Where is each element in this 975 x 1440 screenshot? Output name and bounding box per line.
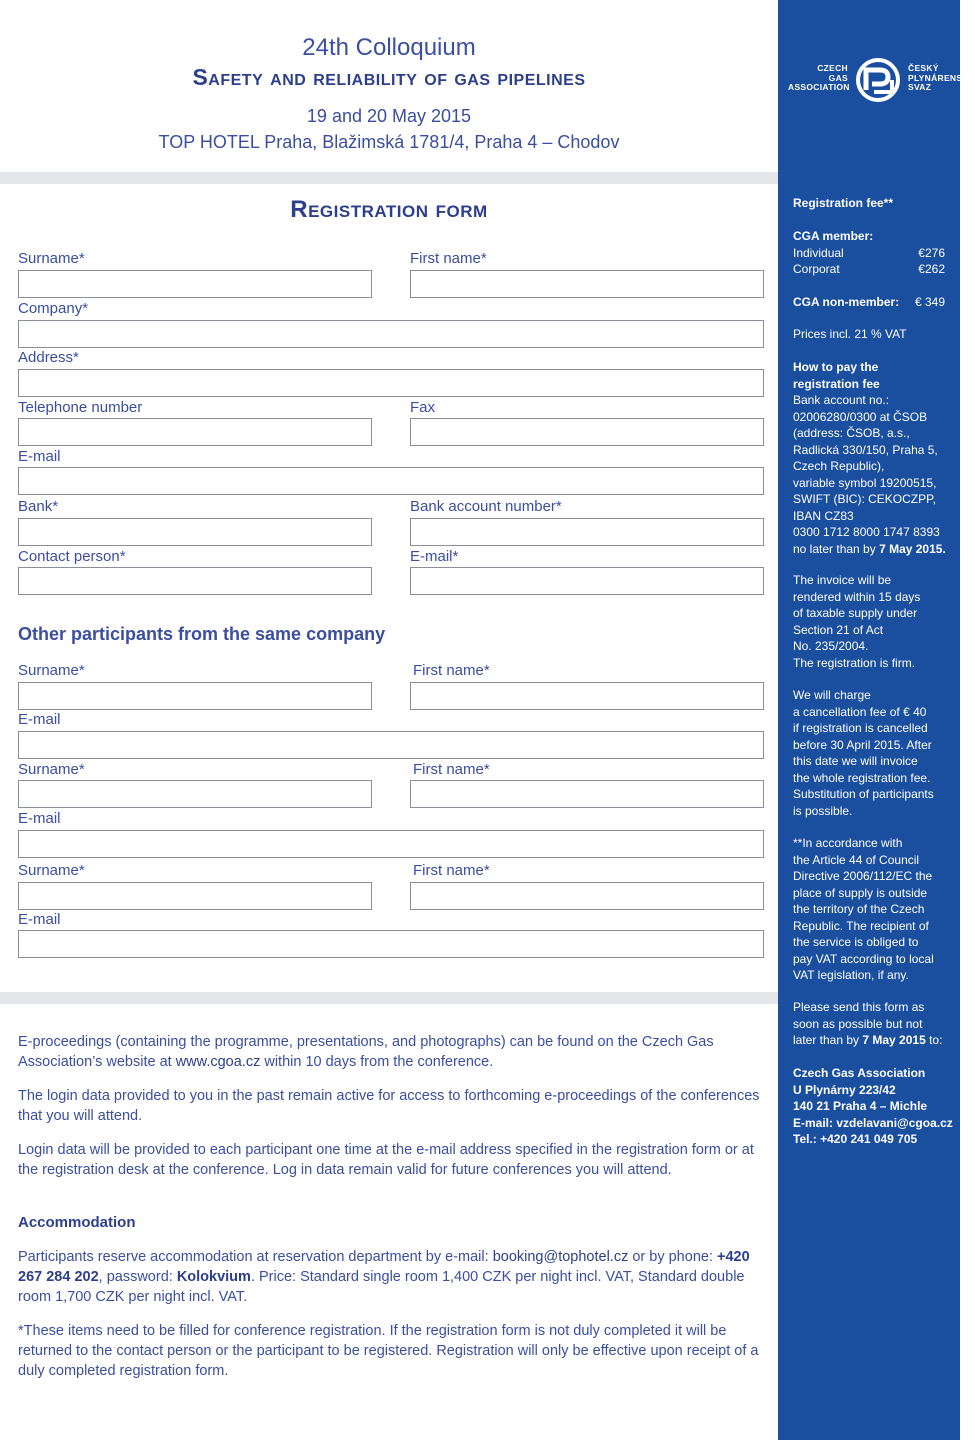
eproceedings-text-end: within 10 days from the conference. bbox=[260, 1054, 494, 1070]
telephone-input[interactable] bbox=[18, 418, 372, 446]
accommodation-paragraph bbox=[18, 1247, 768, 1307]
contact-line: 140 21 Praha 4 – Michle bbox=[793, 1099, 928, 1113]
header bbox=[0, 0, 778, 172]
company-label: Company* bbox=[18, 300, 89, 317]
participant-surname-label: Surname* bbox=[18, 662, 85, 679]
contact-line: Czech Gas Association bbox=[793, 1066, 926, 1080]
participant-surname-input[interactable] bbox=[18, 682, 372, 710]
vat-line: Directive 2006/112/EC the bbox=[793, 869, 933, 883]
non-member-amount: € 349 bbox=[914, 295, 945, 309]
accommodation-heading: Accommodation bbox=[18, 1214, 136, 1231]
payment-line: 0300 1712 8000 1747 8393 bbox=[793, 525, 940, 539]
fax-input[interactable] bbox=[410, 418, 764, 446]
payment-line: variable symbol 19200515, bbox=[793, 475, 937, 490]
payment-line: SWIFT (BIC): CEKOCZPP, bbox=[793, 492, 936, 506]
contact-email[interactable]: E-mail: vzdelavani@cgoa.cz bbox=[793, 1115, 953, 1130]
participant-surname-input[interactable] bbox=[18, 780, 372, 808]
booking-password: Kolokvium bbox=[176, 1269, 251, 1285]
colloquium-number: 24th Colloquium bbox=[302, 34, 476, 61]
cancellation-line: We will charge bbox=[793, 688, 871, 702]
participant-email-label: E-mail bbox=[18, 711, 61, 728]
cancellation-line: if registration is cancelled bbox=[793, 721, 928, 735]
vat-line: place of supply is outside bbox=[793, 885, 928, 900]
contact-address bbox=[793, 1065, 959, 1148]
first-name-label: First name* bbox=[410, 250, 487, 267]
deadline-suffix: . bbox=[942, 541, 946, 556]
address-label: Address* bbox=[18, 349, 79, 366]
individual-label: Individual bbox=[793, 245, 844, 260]
fee-heading: Registration fee** bbox=[793, 196, 894, 210]
acc-text: or by phone: bbox=[628, 1249, 717, 1265]
fax-label: Fax bbox=[410, 399, 436, 416]
booking-phone: +420 267 284 202 bbox=[18, 1249, 750, 1285]
participant-email-label: E-mail bbox=[18, 911, 61, 928]
participant-first-name-input[interactable] bbox=[410, 682, 764, 710]
bank-account-input[interactable] bbox=[410, 518, 764, 546]
payment-line: 02006280/0300 at ČSOB bbox=[793, 409, 928, 424]
non-member-label: CGA non-member: bbox=[793, 295, 900, 309]
member-fees bbox=[793, 228, 959, 278]
contact-phone: Tel.: +420 241 049 705 bbox=[793, 1132, 918, 1146]
eproceedings-text: E-proceedings (containing the programme, presentations, and photographs) can be found on the Czech Gas Association’s website at bbox=[18, 1034, 714, 1070]
payment-heading: registration fee bbox=[793, 376, 880, 391]
non-member-fee-row bbox=[793, 294, 959, 311]
participant-first-name-label: First name* bbox=[413, 662, 490, 679]
invoice-line: rendered within 15 days bbox=[793, 589, 921, 604]
individual-fee-row bbox=[793, 245, 959, 262]
corporate-label: Corporat bbox=[793, 262, 840, 276]
contact-email-input[interactable] bbox=[410, 567, 764, 595]
payment-line: Bank account no.: bbox=[793, 393, 890, 407]
cancellation-line: this date we will invoice bbox=[793, 754, 918, 768]
invoice-line: No. 235/2004. bbox=[793, 639, 869, 653]
participants-heading: Other participants from the same company bbox=[18, 624, 386, 644]
invoice-line: The registration is firm. bbox=[793, 655, 916, 670]
payment-line: IBAN CZ83 bbox=[793, 508, 854, 523]
email-input[interactable] bbox=[18, 467, 764, 495]
invoice-line: of taxable supply under bbox=[793, 606, 918, 620]
logo-text-english bbox=[788, 64, 848, 93]
conference-date: 19 and 20 May 2015 bbox=[306, 106, 472, 126]
conference-venue: TOP HOTEL Praha, Blažimská 1781/4, Praha 4 – Chodov bbox=[158, 132, 620, 152]
cga-logo bbox=[788, 58, 975, 102]
bank-label: Bank* bbox=[18, 498, 59, 515]
send-line: soon as possible but not bbox=[793, 1016, 923, 1031]
participant-email-input[interactable] bbox=[18, 830, 764, 858]
participant-email-label: E-mail bbox=[18, 810, 61, 827]
vat-line: the territory of the Czech bbox=[793, 902, 925, 916]
section-divider bbox=[0, 992, 778, 1004]
payment-heading: How to pay the bbox=[793, 360, 879, 374]
participant-email-input[interactable] bbox=[18, 731, 764, 759]
acc-text: , password: bbox=[98, 1269, 177, 1285]
contact-person-input[interactable] bbox=[18, 567, 372, 595]
login-paragraph: The login data provided to you in the past remain active for access to forthcoming e-proceedings of the conferences that you will attend. bbox=[18, 1088, 760, 1124]
contact-email-label: E-mail* bbox=[410, 548, 459, 565]
contact-person-label: Contact person* bbox=[18, 548, 126, 565]
cancellation-line: before 30 April 2015. After bbox=[793, 737, 932, 752]
participant-surname-input[interactable] bbox=[18, 882, 372, 910]
vat-legal-info bbox=[793, 835, 959, 984]
corporate-fee-row bbox=[793, 261, 959, 278]
vat-line: Republic. The recipient of bbox=[793, 918, 929, 933]
payment-line: (address: ČSOB, a.s., bbox=[793, 426, 910, 440]
payment-line: Czech Republic), bbox=[793, 459, 885, 473]
payment-deadline bbox=[793, 541, 959, 558]
logo-line: ASSOCIATION bbox=[788, 82, 850, 92]
send-text: to: bbox=[925, 1033, 943, 1047]
member-heading: CGA member: bbox=[793, 229, 874, 243]
telephone-label: Telephone number bbox=[18, 399, 143, 416]
payment-line: Radlická 330/150, Praha 5, bbox=[793, 442, 938, 457]
invoice-line: Section 21 of Act bbox=[793, 622, 884, 637]
contact-line: U Plynárny 223/42 bbox=[793, 1082, 896, 1097]
participant-first-name-label: First name* bbox=[413, 761, 490, 778]
participant-surname-label: Surname* bbox=[18, 761, 85, 778]
payment-info bbox=[793, 359, 959, 557]
send-date: 7 May 2015 bbox=[862, 1033, 926, 1047]
participant-first-name-input[interactable] bbox=[410, 882, 764, 910]
invoice-line: The invoice will be bbox=[793, 573, 892, 587]
cancellation-line: Substitution of participants bbox=[793, 787, 934, 801]
vat-line: pay VAT according to local bbox=[793, 951, 934, 966]
cancellation-info bbox=[793, 687, 959, 819]
vat-line: the service is obliged to bbox=[793, 935, 919, 949]
eproceedings-paragraph bbox=[18, 1032, 768, 1072]
vat-line: the Article 44 of Council bbox=[793, 852, 920, 867]
deadline-text: no later than by bbox=[793, 541, 880, 556]
bank-input[interactable] bbox=[18, 518, 372, 546]
logo-line: ČESKÝ bbox=[908, 63, 939, 73]
send-line: Please send this form as bbox=[793, 1000, 925, 1014]
invoice-info bbox=[793, 572, 959, 671]
email-label: E-mail bbox=[18, 448, 61, 465]
vat-note: Prices incl. 21 % VAT bbox=[793, 327, 907, 341]
first-name-input[interactable] bbox=[410, 270, 764, 298]
participant-email-input[interactable] bbox=[18, 930, 764, 958]
logo-line: SVAZ bbox=[908, 82, 932, 92]
send-line bbox=[793, 1032, 959, 1049]
cancellation-line: is possible. bbox=[793, 803, 853, 818]
sidebar bbox=[778, 0, 975, 1440]
logo-line: PLYNÁRENSKÝ bbox=[908, 72, 975, 83]
cancellation-line: the whole registration fee. bbox=[793, 770, 931, 785]
login-data-paragraph: Login data will be provided to each participant one time at the e-mail address specified in the registration form or at the registration desk at the conference. Log in data remain valid for future conferences you will attend. bbox=[18, 1142, 754, 1178]
cgoa-link[interactable]: www.cgoa.cz bbox=[175, 1054, 261, 1070]
bank-account-label: Bank account number* bbox=[410, 498, 562, 515]
form-title: Registration form bbox=[290, 196, 488, 223]
individual-amount: €276 bbox=[918, 245, 945, 260]
vat-line: VAT legislation, if any. bbox=[793, 968, 909, 982]
cancellation-line: a cancellation fee of € 40 bbox=[793, 704, 927, 719]
logo-line: GAS bbox=[828, 72, 848, 83]
conference-title: Safety and reliability of gas pipelines bbox=[192, 64, 586, 90]
vat-line: **In accordance with bbox=[793, 836, 903, 850]
header-divider bbox=[0, 172, 778, 184]
participant-first-name-input[interactable] bbox=[410, 780, 764, 808]
send-text: later than by bbox=[793, 1033, 863, 1047]
send-instructions bbox=[793, 999, 959, 1049]
address-input[interactable] bbox=[18, 369, 764, 397]
participant-surname-label: Surname* bbox=[18, 862, 85, 879]
cga-logo-icon bbox=[852, 58, 904, 102]
surname-label: Surname* bbox=[18, 250, 85, 267]
logo-line: CZECH bbox=[817, 63, 848, 73]
acc-text: . Price: Standard single room 1,400 CZK per night incl. VAT, Standard double room 1,700 CZK per night incl. VAT. bbox=[18, 1269, 745, 1305]
company-input[interactable] bbox=[18, 320, 764, 348]
booking-email-link[interactable]: booking@tophotel.cz bbox=[492, 1249, 629, 1265]
footnote-paragraph: *These items need to be filled for conference registration. If the registration form is not duly completed it will be returned to the contact person or the participant to be registered. Registration will only be effective upon receipt of a duly completed registration form. bbox=[18, 1323, 759, 1379]
participant-first-name-label: First name* bbox=[413, 862, 490, 879]
logo-text-czech bbox=[908, 63, 975, 93]
acc-text: Participants reserve accommodation at reservation department by e-mail: bbox=[18, 1249, 493, 1265]
deadline-date: 7 May 2015 bbox=[879, 541, 943, 556]
surname-input[interactable] bbox=[18, 270, 372, 298]
corporate-amount: €262 bbox=[918, 262, 945, 276]
